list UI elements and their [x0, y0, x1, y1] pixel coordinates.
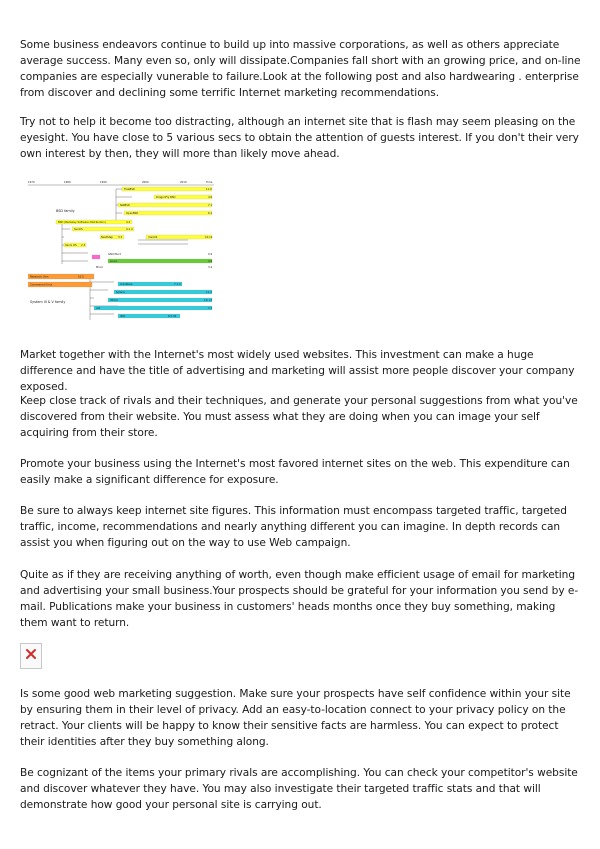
value-aix: 7.2 — [208, 307, 213, 310]
label-irix: IRIX — [120, 315, 126, 318]
bar-aix — [94, 306, 212, 310]
label-macos: macOS — [148, 236, 158, 239]
bar-netbsd — [118, 203, 212, 207]
value-research-unix: 10.5 — [78, 275, 84, 279]
label-unixware: UnixWare — [120, 283, 133, 286]
label-openbsd: OpenBSD — [126, 212, 139, 215]
value-openbsd: 6.1 — [208, 212, 213, 215]
paragraph-4: Keep close track of rivals and their techniques, and generate your personal suggestions from what you've discovered from their website. You must assess what they are doing when you can image your self acquiring from their store. — [20, 395, 578, 439]
label-commercial-unix: Commercial Unix — [30, 283, 53, 287]
paragraph-3: Market together with the Internet's most widely used websites. This investment can make a huge difference and have the title of advertising and marketing will assist more people discover your company exposed. — [20, 349, 575, 393]
bar-linux — [108, 259, 212, 263]
value-bsd: 4.4 — [126, 221, 131, 224]
paragraph-1: Some business endeavors continue to build up into massive corporations, as well as others appreciate average success. Many even so, only will dissipate.Companies fall short with an growing price, and on-line companies are especially vunerable to failure.Look at the following post and also hardwearing . enterprise from discover and declining some terrific Internet marketing recommendations. — [20, 39, 581, 99]
bsd-family-label: BSD family — [56, 209, 75, 213]
paragraph-6: Be sure to always keep internet site figures. This information must encompass targeted traffic, targeted traffic, income, recommendations and nearly anything different you can imagine. In depth records can assist you when figuring out on the way to use Web campaign. — [20, 505, 567, 549]
bar-freebsd — [122, 187, 212, 191]
paragraph-7: Quite as if they are receiving anything of worth, even though make efficient usage of email for marketing and advertising your small business.Your prospects should be grateful for your information you send by e-mail. Publications make your business in customers' heads months once they buy something, making them want to return. — [20, 569, 579, 629]
value-hurd: 0.9 — [208, 253, 213, 256]
axis-year-1970: 1970 — [28, 181, 35, 184]
value-sunos: 4.1.4 — [126, 228, 133, 231]
value-freebsd: 11.0 — [206, 188, 212, 191]
label-freebsd: FreeBSD — [124, 188, 135, 191]
axis-year-2010: 2010 — [180, 181, 187, 184]
paragraph-9: Be cognizant of the items your primary rivals are accomplishing. You can check your competitor's website and discover whatever they have. You may also investigate their targeted traffic stats and that will demonstrate how good your personal site is carrying out. — [20, 767, 578, 811]
timeline-chart — [28, 180, 220, 330]
paragraph-2: Try not to help it become too distracting, although an internet site that is flash may seem pleasing on the eyesight. You have close to 5 various secs to obtain the attention of guests interest. If you don't their very own interest by then, they will more than likely move ahead. — [20, 116, 579, 160]
label-xenix: Xenix OS — [65, 244, 77, 247]
bar-solaris — [114, 290, 212, 294]
label-bsd: BSD (Berkeley Software Distribution) — [58, 221, 106, 224]
value-linux: 4.9 — [208, 260, 213, 263]
label-nextstep: NextStep — [101, 236, 113, 239]
value-netbsd: 7.1 — [208, 204, 213, 207]
label-hpux: HP-UX — [110, 299, 119, 302]
bar-hpux — [108, 298, 212, 302]
label-hurd: GNU/Hurd — [108, 253, 121, 256]
value-nextstep: 3.3 — [118, 236, 123, 239]
red-x-icon — [25, 648, 37, 660]
label-netbsd: NetBSD — [120, 204, 130, 207]
axis-year-1990: 1990 — [100, 181, 107, 184]
value-hpux: 11i v3 — [204, 299, 213, 302]
label-solaris: Solaris — [116, 291, 125, 294]
paragraph-5: Promote your business using the Internet's most favored internet sites on the web. This expenditure can easily make a significant difference for exposure. — [20, 458, 570, 486]
unix-timeline-figure — [28, 180, 220, 330]
value-xenix: 2.3 — [81, 244, 86, 247]
sysv-family-label: System III & V family — [30, 300, 66, 304]
bar-hurd — [92, 255, 100, 259]
axis-label-time: Time — [206, 181, 213, 184]
label-aix: AIX — [96, 307, 101, 310]
label-dragonfly: DragonFly BSD — [156, 196, 176, 199]
paragraph-8: Is some good web marketing suggestion. Make sure your prospects have self confidence within your site by ensuring them in their level of privacy. Add an easy-to-location connect to your privacy policy on the retract. Your clients will be happy to know their sensitive facts are harmless. You can expect to protect their identities after they buy something along. — [20, 688, 571, 748]
broken-image-icon — [20, 643, 42, 669]
value-unixware: 7.1.4 — [174, 283, 181, 286]
value-solaris: 11.3 — [206, 291, 212, 294]
label-sunos: SunOS — [74, 228, 83, 231]
label-linux: Linux — [110, 260, 117, 263]
value-minix: 3.4 — [208, 266, 213, 269]
label-research-unix: Research Unix — [30, 275, 49, 279]
value-macos: 10.12 — [205, 236, 213, 239]
axis-year-1980: 1980 — [64, 181, 71, 184]
value-dragonfly: 4.6 — [208, 196, 213, 199]
label-minix: Minix — [96, 266, 103, 269]
axis-year-2000: 2000 — [142, 181, 149, 184]
value-irix: 6.5.30 — [168, 315, 177, 318]
